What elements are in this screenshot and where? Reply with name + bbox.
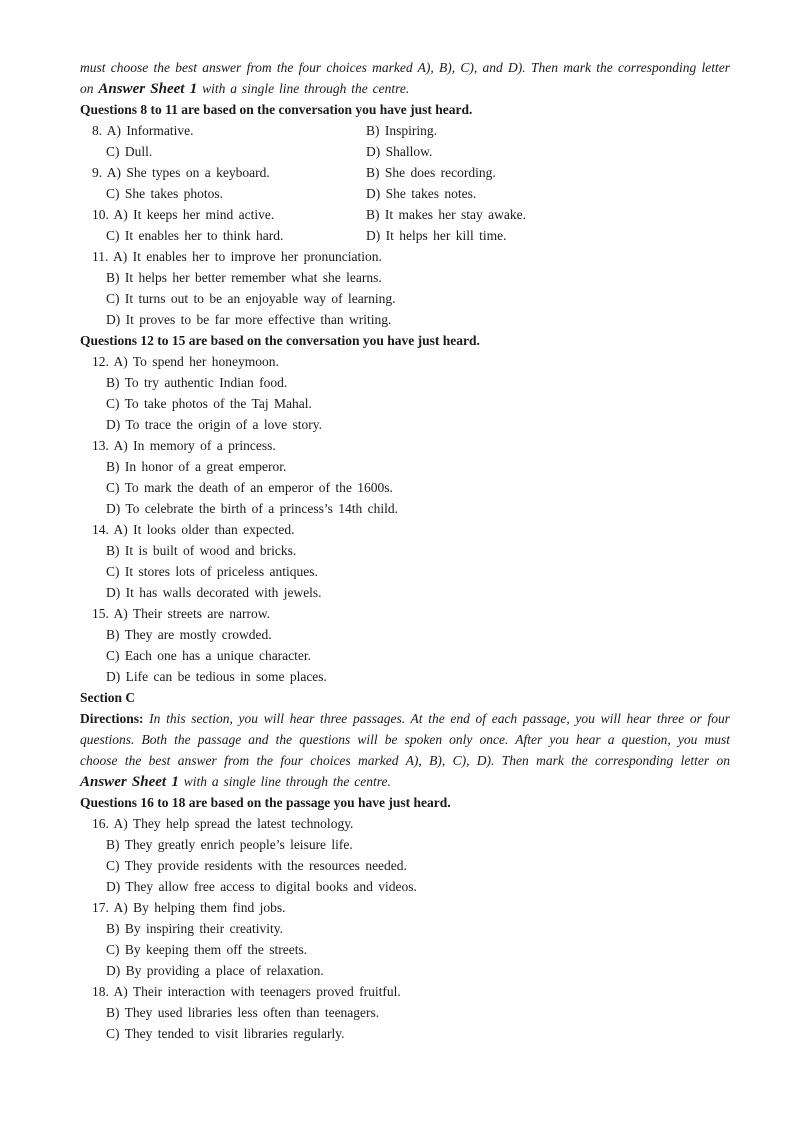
answer-sheet-label-2: Answer Sheet 1 [80,774,179,790]
option-11b: B) It helps her better remember what she learns. [106,270,382,285]
intro-prefix: on [80,81,99,96]
section-c-title: Section C [80,690,136,705]
option-9b: B) She does recording. [366,165,496,180]
option-13c: C) To mark the death of an emperor of the 1600s. [106,480,393,495]
option-14b: B) It is built of wood and bricks. [106,543,297,558]
option-13d: D) To celebrate the birth of a princess’s 14th child. [106,501,398,516]
option-8a: 8. A) Informative. [92,123,194,138]
option-17d: D) By providing a place of relaxation. [106,963,324,978]
option-15c: C) Each one has a unique character. [106,648,312,663]
directions-line-3: choose the best answer from the four choices marked A), B), C), D). Then mark the corresponding letter on [80,753,730,768]
option-18c: C) They tended to visit libraries regularly. [106,1026,345,1041]
option-12d: D) To trace the origin of a love story. [106,417,322,432]
question-10-row-1 [80,204,730,225]
option-14c: C) It stores lots of priceless antiques. [106,564,318,579]
option-13a: 13. A) In memory of a princess. [92,438,276,453]
question-group-heading-16-18: Questions 16 to 18 are based on the passage you have just heard. [80,795,451,810]
option-17c: C) By keeping them off the streets. [106,942,308,957]
option-11d: D) It proves to be far more effective than writing. [106,312,392,327]
option-8c: C) Dull. [106,144,153,159]
directions-line-1 [80,708,730,729]
question-group-heading-8-11: Questions 8 to 11 are based on the conversation you have just heard. [80,102,473,117]
option-9c: C) She takes photos. [106,186,223,201]
option-15d: D) Life can be tedious in some places. [106,669,327,684]
option-16d: D) They allow free access to digital books and videos. [106,879,417,894]
question-9-row-2 [80,183,730,204]
option-10b: B) It makes her stay awake. [366,207,526,222]
option-17b: B) By inspiring their creativity. [106,921,283,936]
option-11c: C) It turns out to be an enjoyable way of learning. [106,291,396,306]
option-15b: B) They are mostly crowded. [106,627,272,642]
option-16a: 16. A) They help spread the latest technology. [92,816,354,831]
question-8-row-1 [80,120,730,141]
option-15a: 15. A) Their streets are narrow. [92,606,270,621]
intro-line-1: must choose the best answer from the four choices marked A), B), C), and D). Then mark the corresponding letter [80,60,730,75]
question-9-row-1 [80,162,730,183]
option-13b: B) In honor of a great emperor. [106,459,287,474]
option-14d: D) It has walls decorated with jewels. [106,585,322,600]
option-16c: C) They provide residents with the resources needed. [106,858,407,873]
option-12b: B) To try authentic Indian food. [106,375,288,390]
option-12c: C) To take photos of the Taj Mahal. [106,396,312,411]
option-8d: D) Shallow. [366,144,433,159]
option-18a: 18. A) Their interaction with teenagers proved fruitful. [92,984,401,999]
directions-suffix: with a single line through the centre. [178,774,391,789]
option-10c: C) It enables her to think hard. [106,228,284,243]
option-8b: B) Inspiring. [366,123,437,138]
directions-text-1: In this section, you will hear three passages. At the end of each passage, you will hear three or four [149,711,730,726]
exam-page [80,57,730,1044]
option-16b: B) They greatly enrich people’s leisure life. [106,837,353,852]
question-10-row-2 [80,225,730,246]
option-18b: B) They used libraries less often than teenagers. [106,1005,380,1020]
directions-line-4 [80,771,730,792]
answer-sheet-label: Answer Sheet 1 [98,81,198,97]
option-9a: 9. A) She types on a keyboard. [92,165,270,180]
option-10d: D) It helps her kill time. [366,228,507,243]
question-group-heading-12-15: Questions 12 to 15 are based on the conversation you have just heard. [80,333,480,348]
question-8-row-2 [80,141,730,162]
option-9d: D) She takes notes. [366,186,477,201]
intro-suffix: with a single line through the centre. [197,81,410,96]
option-11a: 11. A) It enables her to improve her pronunciation. [92,249,382,264]
directions-label: Directions: [80,711,144,726]
option-17a: 17. A) By helping them find jobs. [92,900,286,915]
option-10a: 10. A) It keeps her mind active. [92,207,275,222]
directions-line-2: questions. Both the passage and the questions will be spoken only once. After you hear a question, you must [80,732,730,747]
option-14a: 14. A) It looks older than expected. [92,522,295,537]
intro-line-2 [80,78,730,99]
option-12a: 12. A) To spend her honeymoon. [92,354,279,369]
